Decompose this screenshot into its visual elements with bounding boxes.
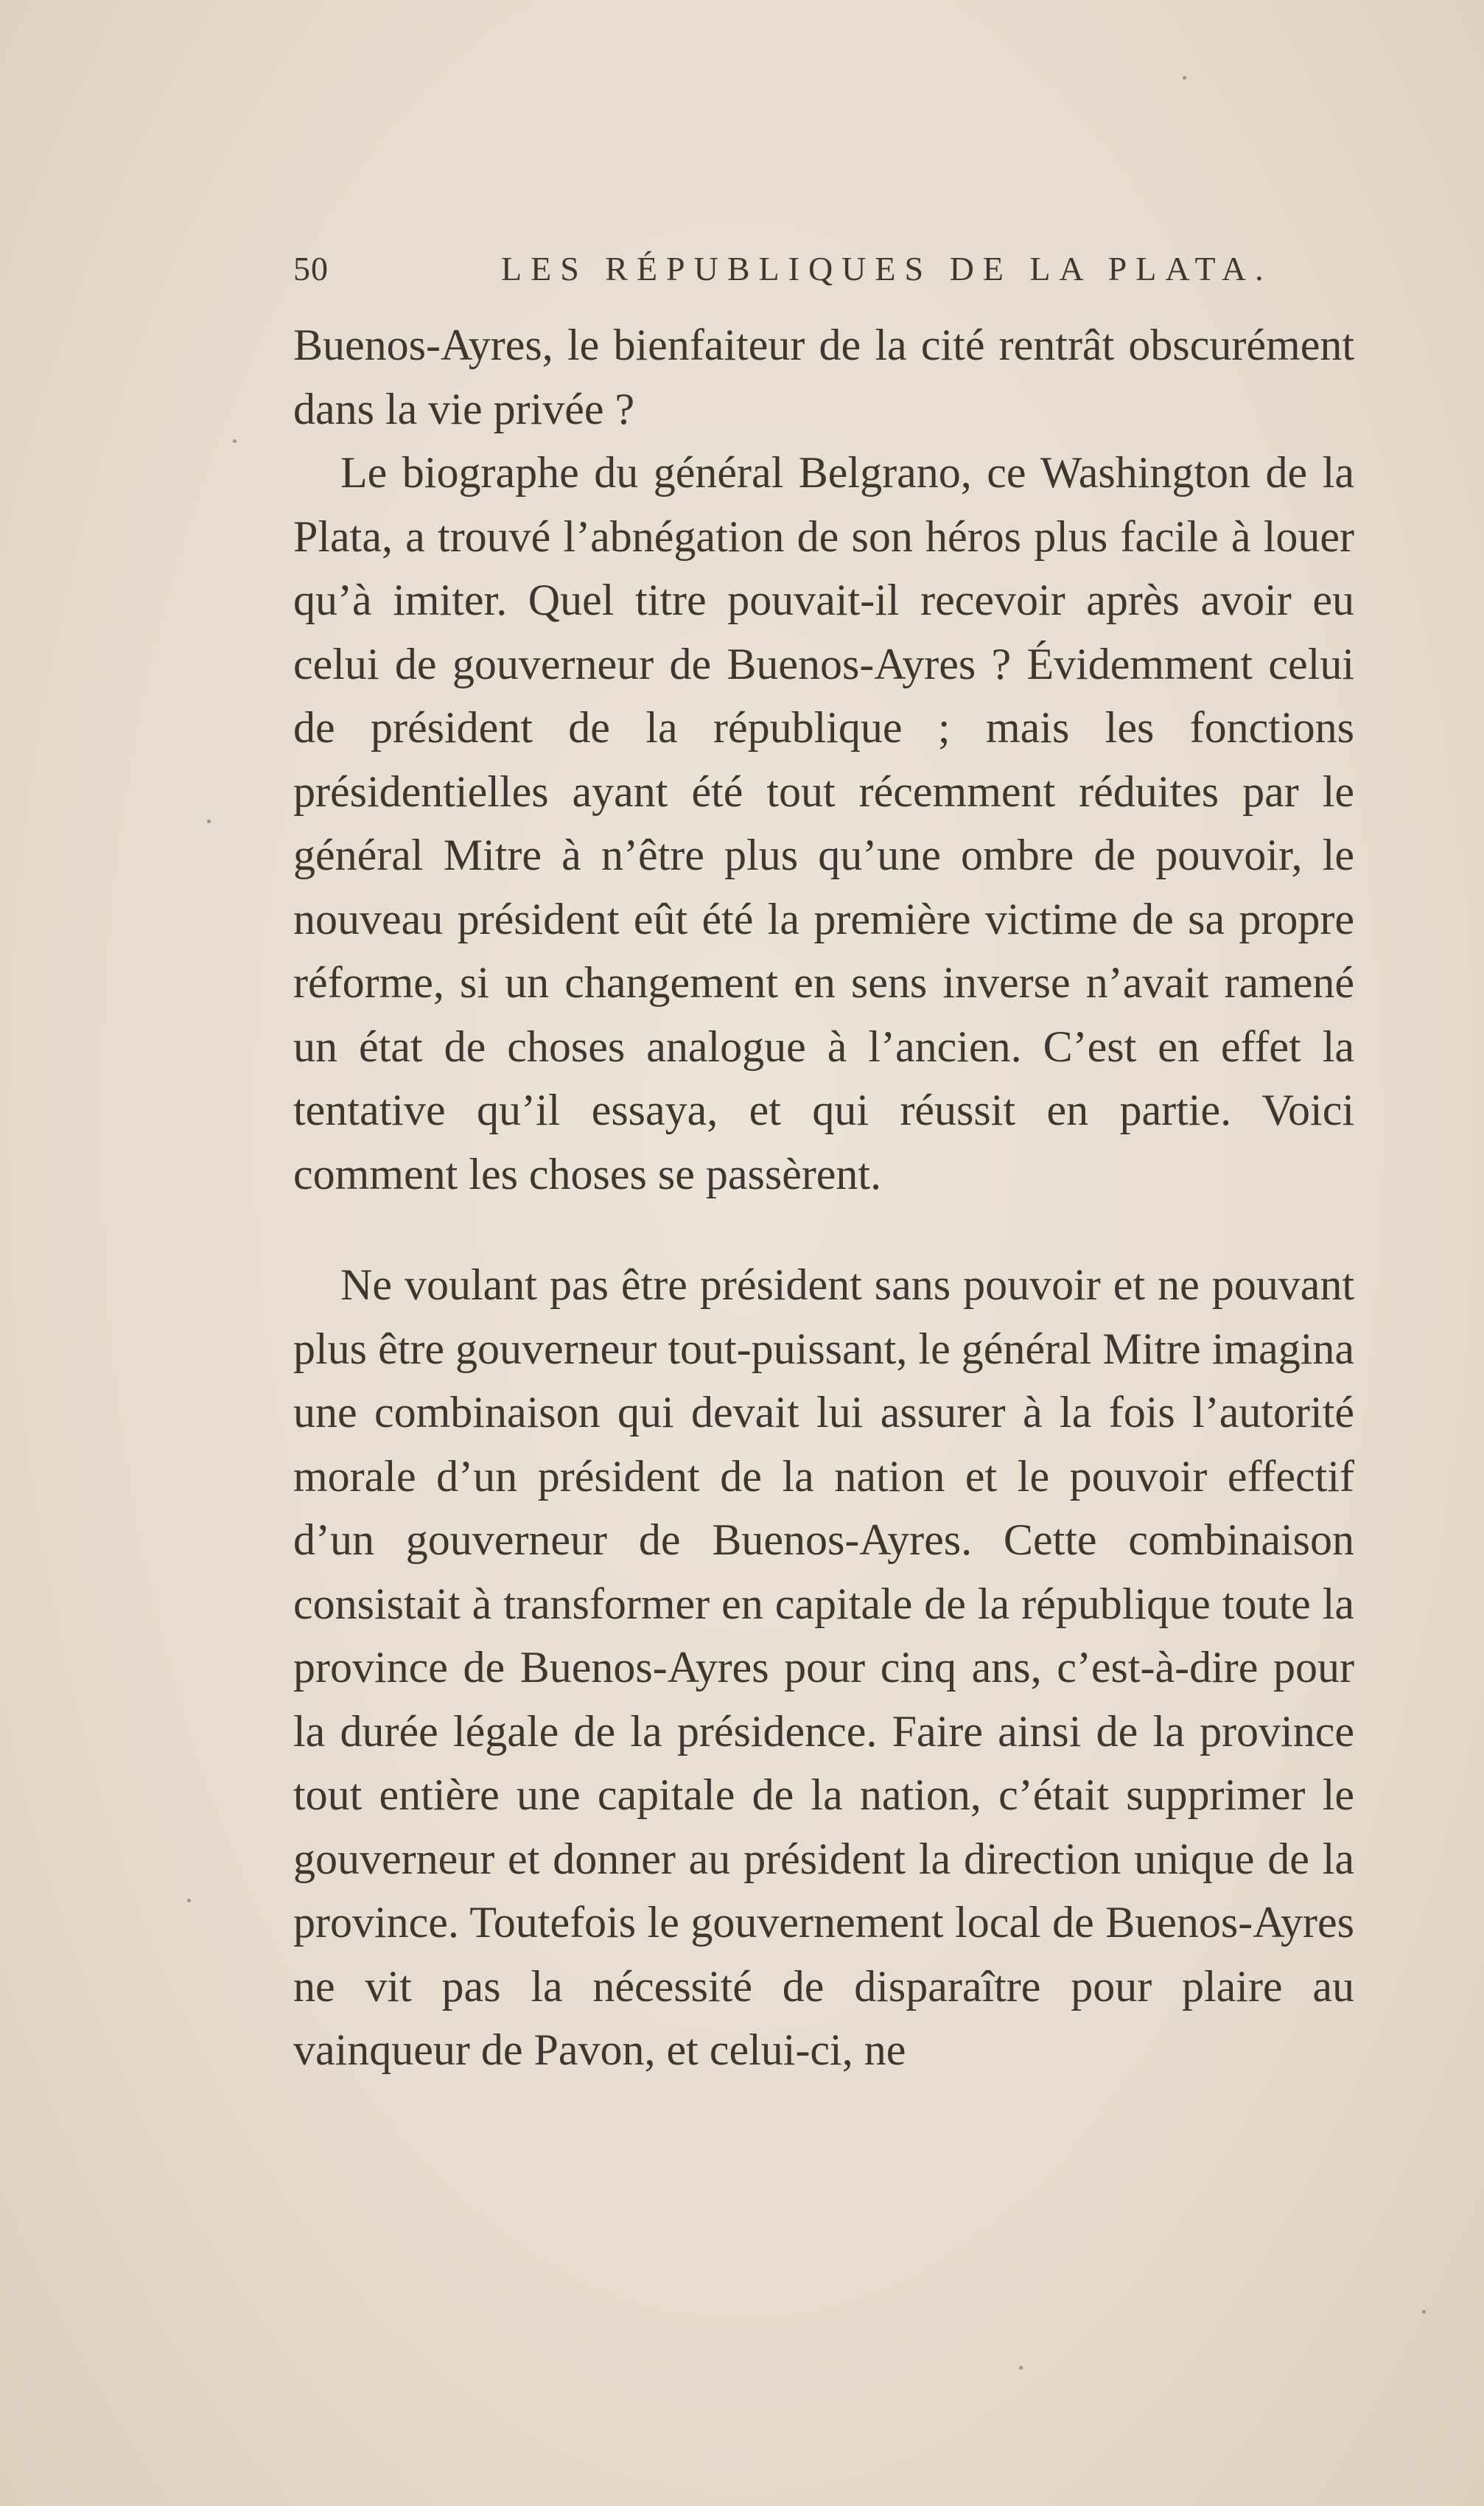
paper-speck: [207, 820, 211, 823]
paragraph: Ne voulant pas être président sans pouvoir et ne pouvant plus être gouverneur tout-puissant, le général Mitre imagina une combinaison qui devait lui assurer à la fois l’autorité morale d’un président de la nation et le pouvoir effectif d’un gouverneur de Buenos-Ayres. Cette combinaison consistait à transformer en capitale de la république toute la province de Buenos-Ayres pour cinq ans, c’est-à-dire pour la durée légale de la présidence. Faire ainsi de la province tout entière une capitale de la nation, c’était supprimer le gouverneur et donner au président la direction unique de la province. Toutefois le gouvernement local de Buenos-Ayres ne vit pas la nécessité de disparaître pour plaire au vainqueur de Pavon, et celui-ci, ne: [293, 1260, 1354, 2074]
body-text: [293, 313, 1354, 2082]
paper-speck: [1183, 76, 1186, 80]
paper-speck: [233, 439, 237, 443]
paragraph: Le biographe du général Belgrano, ce Washington de la Plata, a trouvé l’abnégation de son héros plus facile à louer qu’à imiter. Quel titre pouvait-il recevoir après avoir eu celui de gouverneur de Buenos-Ayres ? Évidemment celui de président de la république ; mais les fonctions présidentielles ayant été tout récemment réduites par le général Mitre à n’être plus qu’une ombre de pouvoir, le nouveau président eût été la première victime de sa propre réforme, si un changement en sens inverse n’avait ramené un état de choses analogue à l’ancien. C’est en effet la tentative qu’il essaya, et qui réussit en partie. Voici comment les choses se passèrent.: [293, 448, 1354, 1198]
paper-speck: [1422, 2310, 1426, 2314]
paper-speck: [1019, 2366, 1023, 2370]
paragraph-continuation: Buenos-Ayres, le bienfaiteur de la cité rentrât obscurément dans la vie privée ?: [293, 321, 1354, 433]
paper-speck: [187, 1899, 191, 1902]
page-number: 50: [293, 250, 329, 287]
running-title: LES RÉPUBLIQUES DE LA PLATA.: [501, 250, 1273, 287]
page-header: [293, 249, 1273, 301]
